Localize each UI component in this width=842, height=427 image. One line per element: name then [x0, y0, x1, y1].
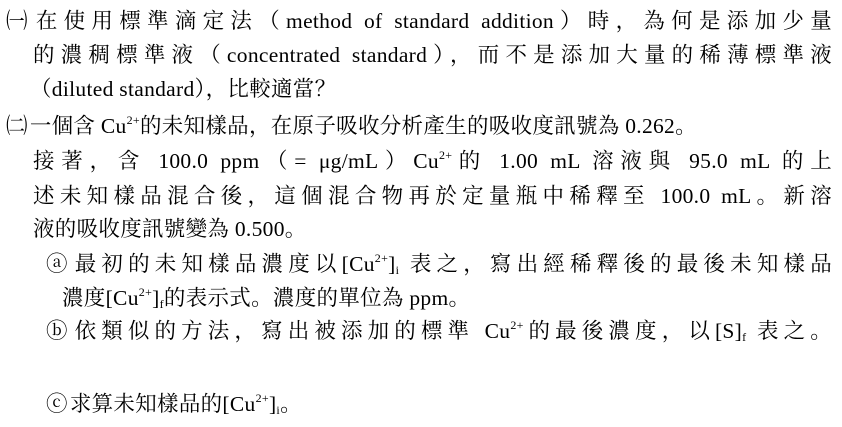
q2a-l2-mid: ]	[152, 286, 160, 310]
q2a-l2-sup: 2+	[138, 285, 153, 299]
q2a-marker: ⓐ	[46, 252, 68, 276]
q1-line-1	[6, 6, 832, 36]
q1-line-2	[33, 40, 832, 70]
q2-l1-sup: 2+	[126, 113, 140, 127]
q2c-sub: i	[276, 403, 281, 417]
q2-l3-text: 述未知樣品混合後，這個混合物再於定量瓶中稀釋至 100.0 mL。新溶	[33, 184, 832, 208]
q2c-post: 。	[280, 392, 302, 416]
q2c-mid: ]	[268, 392, 277, 416]
q1-line-3	[30, 74, 336, 104]
q1-marker: ㈠	[6, 9, 28, 33]
q2b-pre: 依類似的方法，寫出被添加的標準 Cu	[69, 319, 511, 343]
q2-l1-pre: 一個含 Cu	[29, 114, 127, 138]
q2b-line	[46, 316, 832, 346]
q2b-sub: f	[742, 330, 747, 344]
q2b-sup: 2+	[510, 318, 524, 332]
q2b-post: 表之。	[746, 319, 833, 343]
q2b-marker: ⓑ	[46, 319, 68, 343]
q2-line-4	[33, 214, 307, 244]
q2a-l2-sub: f	[159, 297, 164, 311]
q2-line-1	[6, 111, 697, 141]
q2a-l1-sup: 2+	[374, 251, 389, 265]
q2a-l1-post: 表之，寫出經稀釋後的最後未知樣品	[399, 252, 833, 276]
q2-l2-sup: 2+	[438, 148, 453, 162]
q2-l4-text: 液的吸收度訊號變為 0.500。	[33, 217, 307, 241]
q1-text-1: 在使用標準滴定法（method of standard addition）時，為何是添加少量	[29, 9, 832, 33]
q2-l2-pre: 接著，含 100.0 ppm（= μg/mL）Cu	[33, 149, 439, 173]
q2-marker: ㈡	[6, 114, 28, 138]
q2a-l2-post: 的表示式。濃度的單位為 ppm。	[163, 286, 471, 310]
q2a-l1-mid: ]	[388, 252, 396, 276]
q2c-line	[46, 389, 302, 419]
q2a-line-2	[62, 283, 470, 313]
q2c-pre: 求算未知樣品的[Cu	[69, 392, 256, 416]
q2-l1-post: 的未知樣品，在原子吸收分析產生的吸收度訊號為 0.262。	[139, 114, 697, 138]
q2a-l1-sub: i	[395, 263, 400, 277]
q1-text-3: （diluted standard），比較適當？	[30, 77, 337, 101]
q2c-sup: 2+	[255, 391, 269, 405]
q2-line-2	[33, 146, 832, 176]
q2a-line-1	[46, 249, 832, 279]
q2a-l2-pre: 濃度[Cu	[62, 286, 139, 310]
q2-l2-post: 的 1.00 mL 溶液與 95.0 mL 的上	[452, 149, 832, 173]
q2b-mid: 的最後濃度，以[S]	[523, 319, 743, 343]
q1-text-2: 的濃稠標準液（concentrated standard），而不是添加大量的稀薄標準液	[33, 43, 832, 67]
q2c-marker: ⓒ	[46, 392, 68, 416]
q2-line-3	[33, 181, 832, 211]
q2a-l1-pre: 最初的未知樣品濃度以[Cu	[69, 252, 375, 276]
